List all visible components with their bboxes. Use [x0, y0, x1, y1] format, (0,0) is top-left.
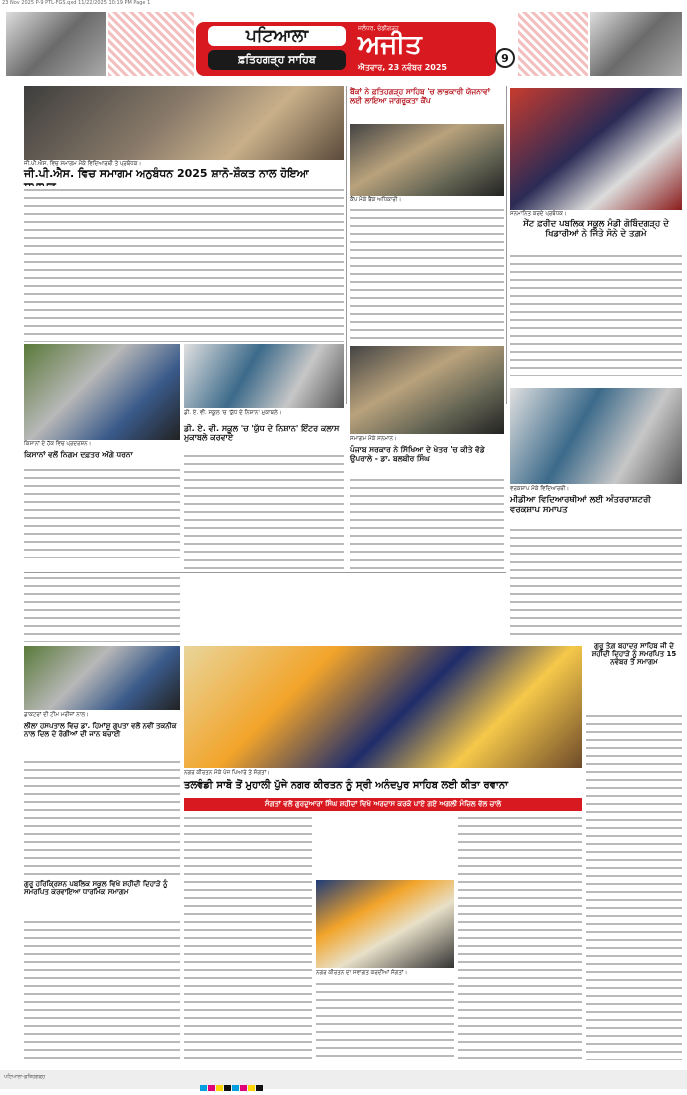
caption-dav: ਡੀ. ਏ. ਵੀ. ਸਕੂਲ 'ਚ 'ਯੁੱਧ ਦੇ ਨਿਸ਼ਾਨ' ਮੁਕਾਬਲੇ। [184, 410, 282, 416]
photo-nagar-kirtan [184, 646, 582, 768]
masthead [0, 8, 687, 84]
left-pattern [108, 12, 194, 76]
headline-guru-teg-bahadur: ਗੁਰੂ ਤੇਗ਼ ਬਹਾਦਰ ਸਾਹਿਬ ਜੀ ਦੇ ਸ਼ਹੀਦੀ ਦਿਹਾੜੇ ਨੂੰ ਸਮਰਪਿਤ 15 ਨਵੰਬਰ ਤੋਂ ਸਮਾਗਮ [591, 642, 677, 667]
page-number: 9 [495, 48, 515, 68]
photo-st-farid [510, 88, 682, 210]
caption-banks: ਕੈਂਪ ਮੌਕੇ ਬੈਂਕ ਅਧਿਕਾਰੀ। [350, 197, 402, 203]
body-nagar-kirtan-3 [458, 814, 582, 1060]
color-swatch [208, 1085, 215, 1091]
color-swatch [200, 1085, 207, 1091]
photo-hospital [24, 646, 180, 710]
edition-note: ਜਲੰਧਰ, ਚੰਡੀਗੜ੍ਹ [358, 25, 399, 32]
caption-hospital: ਡਾਕਟਰਾਂ ਦੀ ਟੀਮ ਮਰੀਜ਼ਾਂ ਨਾਲ। [24, 712, 89, 718]
headline-nagar-kirtan: ਤਲਵੰਡੀ ਸਾਬੋ ਤੋਂ ਮੁਹਾਲੀ ਪੁੱਜੇ ਨਗਰ ਕੀਰਤਨ ਨੂੰ ਸ੍ਰੀ ਅਨੰਦਪੁਰ ਸਾਹਿਬ ਲਈ ਕੀਤਾ ਰਵਾਨਾ [184, 780, 508, 791]
body-banks [350, 206, 504, 344]
body-st-farid [510, 252, 682, 376]
right-pattern [518, 12, 588, 76]
body-nagar-kirtan-2 [316, 980, 454, 1060]
color-swatch [232, 1085, 239, 1091]
headline-dav: ਡੀ. ਏ. ਵੀ. ਸਕੂਲ 'ਚ 'ਯੁੱਧ ਦੇ ਨਿਸ਼ਾਨ' ਇੰਟਰ ਕਲਾਸ ਮੁਕਾਬਲੇ ਕਰਵਾਏ [184, 424, 340, 443]
headline-media: ਮੀਡੀਆ ਵਿਦਿਆਰਥੀਆਂ ਲਈ ਅੰਤਰਰਾਸ਼ਟਰੀ ਵਰਕਸ਼ਾਪ ਸਮਾਪਤ [510, 495, 651, 515]
caption-protest: ਕਿਸਾਨਾਂ ਦੇ ਹੱਕ ਵਿਚ ਪ੍ਰਦਰਸ਼ਨ। [24, 441, 92, 447]
color-bars [200, 1076, 500, 1084]
photo-banks-camp [350, 124, 504, 196]
caption-st-farid: ਸਨਮਾਨਿਤ ਕਰਦੇ ਪ੍ਰਬੰਧਕ। [510, 211, 567, 217]
body-col1-upper [24, 574, 180, 642]
body-harkrishan [24, 918, 180, 1060]
footer-text: ਪਟਿਆਲਾ-ਫ਼ਤਿਹਗੜ੍ਹ [4, 1074, 46, 1080]
left-masthead-photo [6, 12, 106, 76]
headline-harkrishan: ਗੁਰੂ ਹਰਿਕ੍ਰਿਸ਼ਨ ਪਬਲਿਕ ਸਕੂਲ ਵਿਖੇ ਸ਼ਹੀਦੀ ਦਿਹਾੜੇ ਨੂੰ ਸਮਰਪਿਤ ਕਰਵਾਇਆ ਧਾਰਮਿਕ ਸਮਾਗਮ [24, 880, 168, 897]
body-education [350, 476, 504, 570]
headline-education: ਪੰਜਾਬ ਸਰਕਾਰ ਨੇ ਸਿੱਖਿਆ ਦੇ ਖੇਤਰ 'ਚ ਕੀਤੇ ਵੱਡੇ ਉਪਰਾਲੇ - ਡਾ. ਬਲਬੀਰ ਸਿੰਘ [350, 445, 485, 463]
photo-gps-event [24, 86, 344, 160]
body-protest [24, 466, 180, 558]
color-swatch [240, 1085, 247, 1091]
col-divider [506, 86, 507, 404]
caption-nagar-kirtan: ਨਗਰ ਕੀਰਤਨ ਮੌਕੇ ਪੰਜ ਪਿਆਰੇ ਤੇ ਸੰਗਤਾਂ। [184, 770, 270, 776]
edition-date: ਐਤਵਾਰ, 23 ਨਵੰਬਰ 2025 [358, 63, 447, 72]
city-title: ਪਟਿਆਲਾ [208, 26, 346, 46]
caption-media: ਵਰਕਸ਼ਾਪ ਮੌਕੇ ਵਿਦਿਆਰਥੀ। [510, 486, 570, 492]
right-masthead-photo [590, 12, 682, 76]
caption-inset: ਨਗਰ ਕੀਰਤਨ ਦਾ ਸਵਾਗਤ ਕਰਦੀਆਂ ਸੰਗਤਾਂ। [316, 970, 408, 976]
headline-banks: ਬੈਂਕਾਂ ਨੇ ਫ਼ਤਿਹਗੜ੍ਹ ਸਾਹਿਬ 'ਚ ਲਾਭਕਾਰੀ ਯੋਜਨਾਵਾਂ ਲਈ ਲਾਇਆ ਜਾਗਰੂਕਤਾ ਕੈਂਪ [350, 87, 490, 105]
footer-bar [0, 1070, 687, 1089]
print-slug: 23 Nov 2025 P-9 PTL-FGS.qxd 11/22/2025 10:19 PM Page 1 [2, 0, 151, 6]
row-divider [24, 572, 506, 573]
color-swatch [256, 1085, 263, 1091]
caption-gps: ਜੀ.ਪੀ.ਐਸ. ਵਿਚ ਸਮਾਗਮ ਮੌਕੇ ਵਿਦਿਆਰਥੀ ਤੇ ਪ੍ਰਬੰਧਕ। [24, 161, 142, 167]
body-media [510, 526, 682, 638]
color-swatch [248, 1085, 255, 1091]
caption-education: ਸਮਾਗਮ ਮੌਕੇ ਸਨਮਾਨ। [350, 436, 397, 442]
body-gps [24, 186, 344, 342]
color-swatch [216, 1085, 223, 1091]
body-hospital [24, 758, 180, 876]
paper-name: ਅਜੀਤ [358, 30, 422, 60]
body-dav [184, 452, 344, 570]
banner-nagar-kirtan: ਸੰਗਤਾਂ ਵਲੋਂ ਗੁਰਦੁਆਰਾ ਸਿੰਘ ਸ਼ਹੀਦਾਂ ਵਿਖੇ ਅਰਦਾਸ ਕਰਕੇ ਪਾਏ ਗਏ ਅਗਲੀ ਮੰਜ਼ਿਲ ਵੱਲ ਚਾਲੇ [184, 798, 582, 811]
photo-nagar-kirtan-inset [316, 880, 454, 968]
photo-media-workshop [510, 388, 682, 484]
body-guru-teg-bahadur [586, 712, 682, 1060]
photo-protest [24, 344, 180, 440]
headline-gps: ਜੀ.ਪੀ.ਐਸ. ਵਿਚ ਸਮਾਗਮ ਅਨੁਬੰਧਨ 2025 ਸ਼ਾਨੋ-ਸ਼ੌਕਤ ਨਾਲ ਹੋਇਆ [24, 167, 309, 180]
headline-protest: ਕਿਸਾਨਾਂ ਵਲੋਂ ਨਿਗਮ ਦਫ਼ਤਰ ਅੱਗੇ ਧਰਨਾ [24, 450, 133, 459]
photo-dav [184, 344, 344, 408]
photo-education [350, 346, 504, 434]
headline-st-farid: ਸੇਂਟ ਫ਼ਰੀਦ ਪਬਲਿਕ ਸਕੂਲ ਮੰਡੀ ਗੋਬਿੰਦਗੜ੍ਹ ਦੇ ਖਿਡਾਰੀਆਂ ਨੇ ਜਿੱਤੇ ਸੋਨੇ ਦੇ ਤਗ਼ਮੇ [523, 219, 669, 239]
city-subtitle: ਫ਼ਤਿਹਗੜ੍ਹ ਸਾਹਿਬ [208, 50, 346, 70]
masthead-logo [196, 22, 496, 76]
headline-hospital: ਲੀਲਾ ਹਸਪਤਾਲ ਵਿਚ ਡਾ. ਹਿਮਾਂਸ਼ੂ ਗੁਪਤਾ ਵਲੋਂ ਨਵੀਂ ਤਕਨੀਕ ਨਾਲ ਦਿਲ ਦੇ ਰੋਗੀਆਂ ਦੀ ਜਾਨ ਬਚਾਈ [24, 722, 177, 739]
col-divider [346, 86, 347, 404]
color-swatch [224, 1085, 231, 1091]
body-nagar-kirtan-1 [184, 814, 312, 1060]
